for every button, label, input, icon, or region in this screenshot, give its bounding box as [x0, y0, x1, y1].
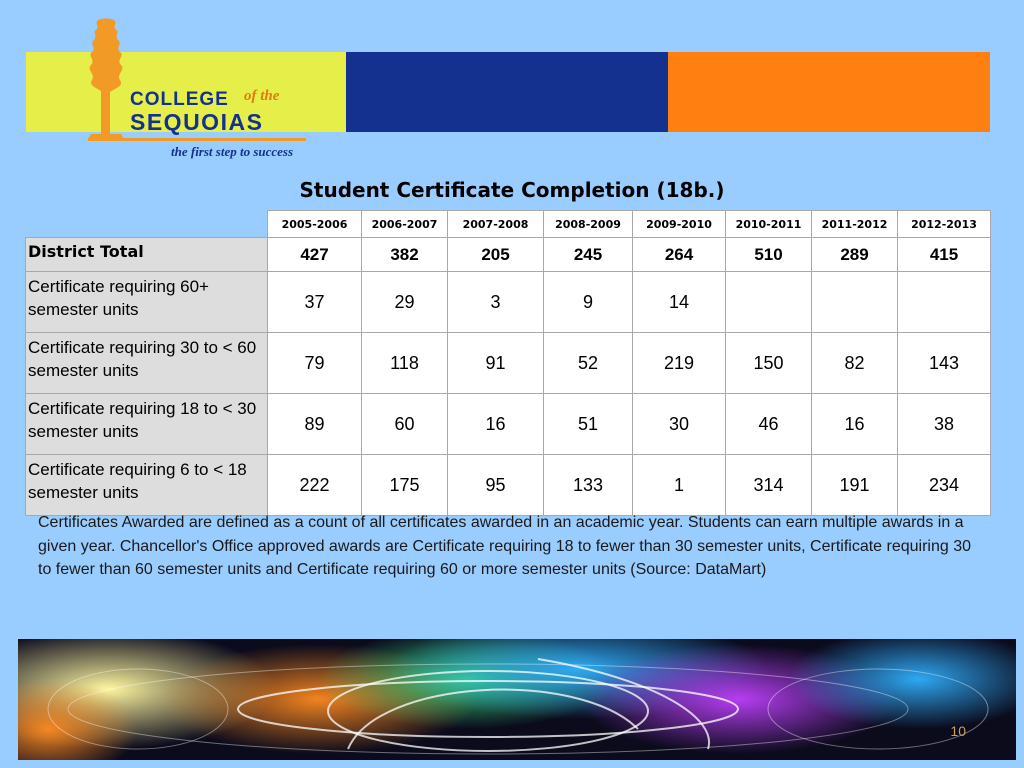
slide-title: Student Certificate Completion (18b.)	[299, 178, 725, 202]
year-header: 2012-2013	[898, 211, 991, 238]
table-cell: 191	[812, 455, 898, 516]
table-cell: 16	[812, 394, 898, 455]
table-cell	[898, 272, 991, 333]
year-header: 2005-2006	[268, 211, 362, 238]
total-cell: 427	[268, 238, 362, 272]
table-cell: 118	[362, 333, 448, 394]
table-row	[26, 272, 991, 333]
total-cell: 264	[633, 238, 726, 272]
table-cell: 37	[268, 272, 362, 333]
table-cell: 150	[726, 333, 812, 394]
table-row	[26, 455, 991, 516]
table-cell: 89	[268, 394, 362, 455]
logo-tagline: the first step to success	[171, 144, 294, 159]
table-cell: 91	[448, 333, 544, 394]
total-cell: 382	[362, 238, 448, 272]
table-cell: 38	[898, 394, 991, 455]
table-cell: 1	[633, 455, 726, 516]
table-cell: 175	[362, 455, 448, 516]
table-cell: 14	[633, 272, 726, 333]
header-corner	[26, 211, 268, 238]
table-cell: 82	[812, 333, 898, 394]
table-cell: 60	[362, 394, 448, 455]
logo-of-the-text: of the	[244, 88, 280, 104]
table-cell	[726, 272, 812, 333]
year-header: 2006-2007	[362, 211, 448, 238]
total-cell: 245	[544, 238, 633, 272]
logo-college-text: COLLEGE	[130, 89, 229, 110]
row-label: District Total	[26, 238, 268, 272]
row-label: Certificate requiring 18 to < 30 semester units	[26, 394, 268, 455]
year-header: 2010-2011	[726, 211, 812, 238]
total-cell: 289	[812, 238, 898, 272]
row-label: Certificate requiring 60+ semester units	[26, 272, 268, 333]
table-cell: 79	[268, 333, 362, 394]
page-number: 10	[950, 723, 966, 739]
year-header: 2011-2012	[812, 211, 898, 238]
table-cell: 51	[544, 394, 633, 455]
footer-decorative-image	[18, 639, 1016, 760]
row-label: Certificate requiring 30 to < 60 semester units	[26, 333, 268, 394]
table-row	[26, 333, 991, 394]
year-header: 2008-2009	[544, 211, 633, 238]
table-cell: 52	[544, 333, 633, 394]
header-band-orange	[668, 52, 990, 132]
certificate-table	[25, 210, 991, 516]
district-total-row	[26, 238, 991, 272]
table-row	[26, 394, 991, 455]
table-cell: 314	[726, 455, 812, 516]
year-header: 2009-2010	[633, 211, 726, 238]
table-cell: 30	[633, 394, 726, 455]
table-cell: 219	[633, 333, 726, 394]
table-cell: 133	[544, 455, 633, 516]
table-cell: 143	[898, 333, 991, 394]
total-cell: 205	[448, 238, 544, 272]
table-cell: 46	[726, 394, 812, 455]
year-header-row	[26, 211, 991, 238]
header-band-blue	[346, 52, 668, 132]
definition-note: Certificates Awarded are defined as a count of all certificates awarded in an academic year. Students can earn multiple awards in a given year. Chancellor's Office approved awards are Certificate requiring 18 to fewer than 30 semester units, Certificate requiring 30 to fewer than 60 semester units and Certificate requiring 60 or more semester units (Source: DataMart)	[38, 514, 972, 578]
year-header: 2007-2008	[448, 211, 544, 238]
total-cell: 415	[898, 238, 991, 272]
table-cell: 16	[448, 394, 544, 455]
table-cell: 3	[448, 272, 544, 333]
row-label: Certificate requiring 6 to < 18 semester units	[26, 455, 268, 516]
table-cell	[812, 272, 898, 333]
table-cell: 234	[898, 455, 991, 516]
table-cell: 95	[448, 455, 544, 516]
total-cell: 510	[726, 238, 812, 272]
table-cell: 222	[268, 455, 362, 516]
table-cell: 29	[362, 272, 448, 333]
table-cell: 9	[544, 272, 633, 333]
logo-sequoias-text: SEQUOIAS	[130, 109, 264, 135]
